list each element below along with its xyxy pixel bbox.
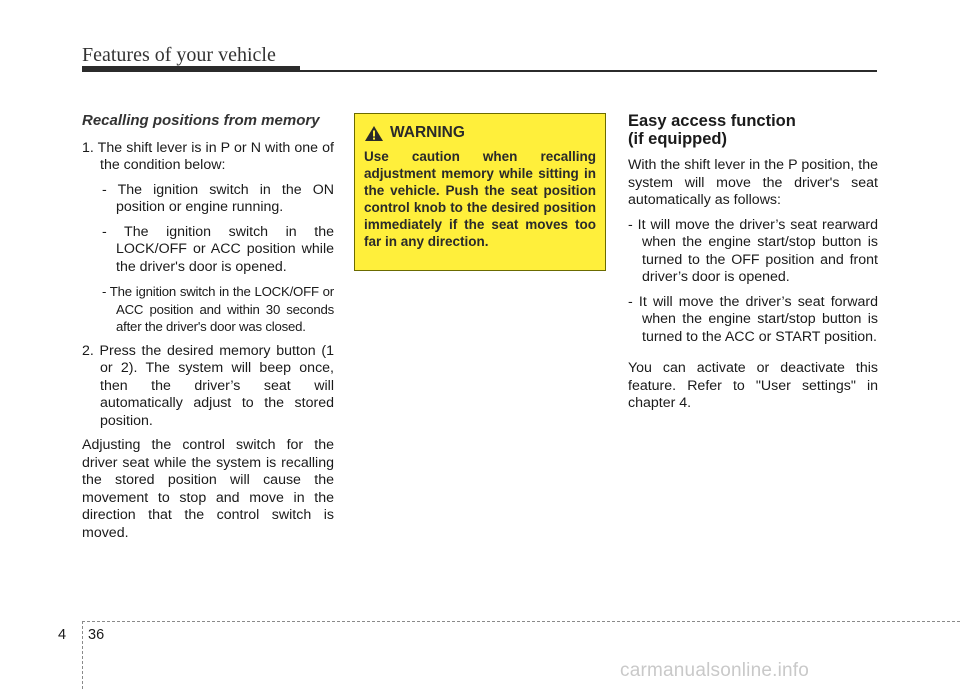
condition-3: - The ignition switch in the LOCK/OFF or ACC position and within 30 seconds after the driver's door was closed. — [102, 284, 334, 334]
chapter-number: 4 — [58, 627, 67, 643]
warning-title: WARNING — [390, 124, 465, 141]
easy-access-intro: With the shift lever in the P position, the system will move the driver's seat automatically as follows: — [628, 157, 878, 208]
watermark-text: carmanualsonline.info — [620, 660, 810, 681]
footer-rule — [82, 621, 960, 622]
header-rule — [300, 70, 877, 72]
header-bar — [82, 66, 300, 72]
condition-2: - The ignition switch in the LOCK/OFF or ACC position while the driver's door is opened. — [102, 223, 334, 275]
heading-line-2: (if equipped) — [628, 130, 727, 148]
step-2: 2. Press the desired memory button (1 or 2). The system will beep once, then the driver’s seat will automatically adjust to the stored position. — [82, 342, 334, 429]
user-settings-note: You can activate or deactivate this feature. Refer to "User settings" in chapter 4. — [628, 360, 878, 411]
adjusting-paragraph: Adjusting the control switch for the driver seat while the system is recalling the stored position will cause the movement to stop and move in the direction that the control switch is moved. — [82, 437, 334, 541]
step-1: 1. The shift lever is in P or N with one of the condition below: — [82, 139, 334, 173]
easy-access-item-1: - It will move the driver’s seat rearward when the engine start/stop button is turned to the OFF position and front driver’s door is opened. — [628, 216, 878, 285]
page-header-title: Features of your vehicle — [82, 44, 276, 66]
right-column — [628, 112, 878, 420]
section-heading-easy-access — [628, 112, 878, 148]
page-number: 36 — [88, 627, 105, 643]
condition-1: - The ignition switch in the ON position or engine running. — [102, 181, 334, 215]
warning-text: Use caution when recalling adjustment memory while sitting in the vehicle. Push the seat position control knob to the desired position immediately if the seat moves too far in any direction. — [364, 149, 596, 249]
warning-header — [364, 124, 596, 142]
easy-access-item-2: - It will move the driver’s seat forward when the engine start/stop button is turned to the ACC or START position. — [628, 293, 878, 345]
heading-line-1: Easy access function — [628, 112, 796, 130]
warning-box — [354, 113, 606, 271]
footer-vertical-rule — [82, 621, 83, 689]
section-heading-recalling: Recalling positions from memory — [82, 112, 320, 129]
left-column — [82, 112, 334, 549]
warning-triangle-icon — [364, 125, 384, 142]
